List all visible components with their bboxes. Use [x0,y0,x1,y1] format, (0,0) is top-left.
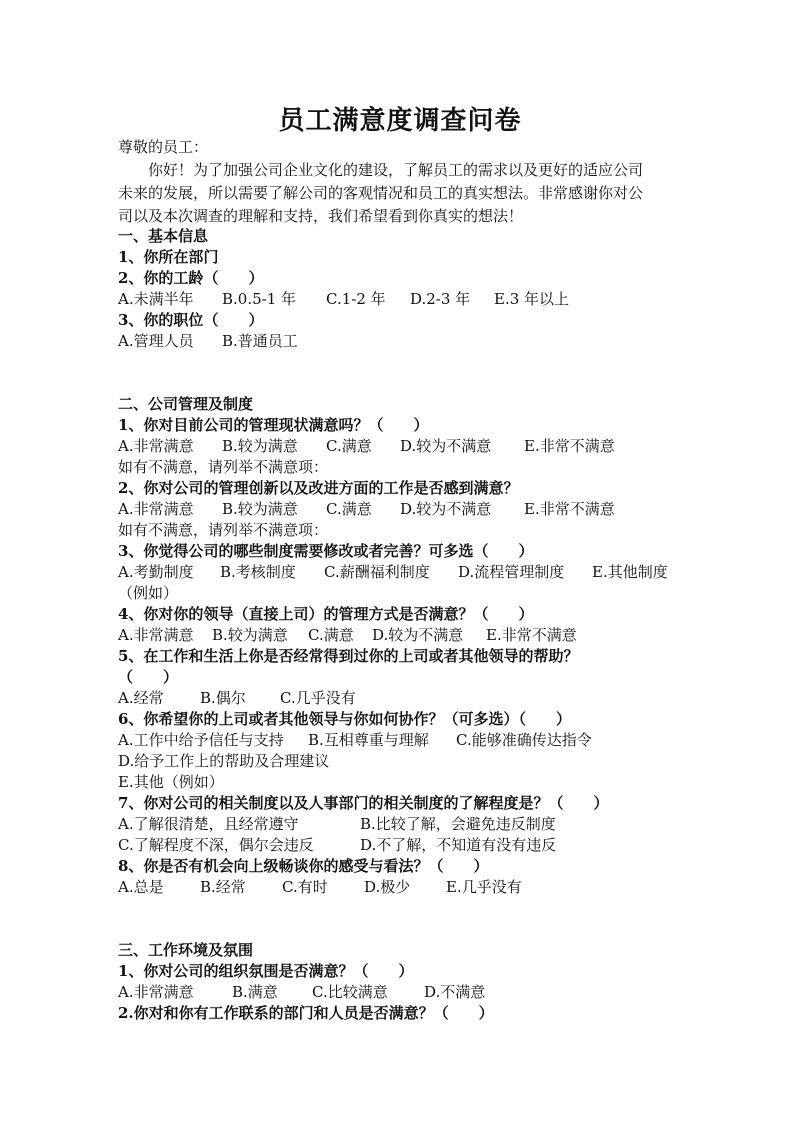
option: B.满意 [232,983,278,1001]
s2-q6: 6、你希望你的上司或者其他领导与你如何协作？（可多选）（ ） [118,710,571,728]
option: B.经常 [200,878,246,896]
option: D.较为不满意 [372,626,464,644]
option: C.比较满意 [312,983,388,1001]
option: E.几乎没有 [446,878,522,896]
option: A.经常 [118,689,164,707]
option: C.能够准确传达指令 [456,731,592,749]
s2-q6-options [118,730,592,750]
option: E.3 年以上 [494,290,570,308]
option: E.非常不满意 [486,626,577,644]
s2-q7: 7、你对公司的相关制度以及人事部门的相关制度的了解程度是？（ ） [118,794,609,812]
intro-line-3: 司以及本次调查的理解和支持，我们希望看到你真实的想法！ [118,207,524,225]
option: D.流程管理制度 [458,563,565,581]
s3-q1-options [118,982,485,1002]
option: D.较为不满意 [400,500,492,518]
option: A.非常满意 [118,437,194,455]
option: D.不了解，不知道有没有违反 [360,836,557,854]
s2-q4: 4、你对你的领导（直接上司）的管理方式是否满意？（ ） [118,605,534,623]
s2-q3-continued: （例如） [118,584,179,602]
s1-q2-options [118,289,569,309]
s3-q2: 2.你对和你有工作联系的部门和人员是否满意？（ ） [118,1004,494,1022]
option: D.极少 [364,878,411,896]
s1-q3: 3、你的职位（ ） [118,311,264,329]
s2-q1-note: 如有不满意，请列举不满意项： [118,458,329,476]
option: C.薪酬福利制度 [324,563,430,581]
option: A.非常满意 [118,983,194,1001]
s3-q1: 1、你对公司的组织氛围是否满意？（ ） [118,962,414,980]
option: B.较为满意 [212,626,288,644]
option: A.了解很清楚，且经常遵守 [118,815,299,833]
option: A.工作中给予信任与支持 [118,731,284,749]
s2-q2-options [118,499,615,519]
section-1-heading: 一、基本信息 [118,227,209,245]
salutation: 尊敬的员工： [118,138,209,156]
intro-line-1: 你好！为了加强公司企业文化的建设，了解员工的需求以及更好的适应公司 [118,161,644,179]
s1-q1: 1、你所在部门 [118,248,219,266]
option: B.考核制度 [220,563,296,581]
section-2-heading: 二、公司管理及制度 [118,395,254,413]
option: B.互相尊重与理解 [308,731,429,749]
s2-q6-option-e: E.其他（例如） [118,773,224,791]
section-3-heading: 三、工作环境及氛围 [118,941,254,959]
s2-q5: 5、在工作和生活上你是否经常得到过你的上司或者其他领导的帮助？ [118,647,579,665]
option: A.非常满意 [118,500,194,518]
s2-q7-options-1 [118,814,556,834]
s2-q3-options [118,562,668,582]
s2-q1-options [118,436,615,456]
option: B.普通员工 [222,332,298,350]
option: B.偶尔 [200,689,246,707]
option: C.1-2 年 [326,290,386,308]
option: B.较为满意 [222,437,298,455]
intro-line-2: 未来的发展，所以需要了解公司的客观情况和员工的真实想法。非常感谢你对公 [118,184,644,202]
option: C.满意 [308,626,354,644]
s2-q5-continued: （ ） [118,668,179,686]
option: D.不满意 [424,983,486,1001]
option: E.非常不满意 [524,437,615,455]
option: A.总是 [118,878,164,896]
option: A.管理人员 [118,332,194,350]
option: E.非常不满意 [524,500,615,518]
page-title: 员工满意度调查问卷 [278,106,522,136]
option: C.满意 [326,437,372,455]
option: B.较为满意 [222,500,298,518]
s2-q8: 8、你是否有机会向上级畅谈你的感受与看法？（ ） [118,857,489,875]
s1-q3-options [118,331,298,351]
option: B.比较了解，会避免违反制度 [360,815,556,833]
option: A.非常满意 [118,626,194,644]
option: A.考勤制度 [118,563,194,581]
s2-q8-options [118,877,522,897]
option: C.几乎没有 [280,689,356,707]
s2-q6-option-d: D.给予工作上的帮助及合理建议 [118,752,330,770]
option: D.2-3 年 [410,290,471,308]
s2-q1: 1、你对目前公司的管理现状满意吗？（ ） [118,416,429,434]
option: D.较为不满意 [400,437,492,455]
option: C.有时 [282,878,328,896]
s2-q3: 3、你觉得公司的哪些制度需要修改或者完善？可多选（ ） [118,542,534,560]
option: C.满意 [326,500,372,518]
option: E.其他制度 [592,563,668,581]
s2-q7-options-2 [118,835,556,855]
option: C.了解程度不深，偶尔会违反 [118,836,314,854]
s2-q2: 2、你对公司的管理创新以及改进方面的工作是否感到满意？ [118,479,519,497]
s2-q2-note: 如有不满意，请列举不满意项： [118,521,329,539]
s2-q4-options [118,625,577,645]
s1-q2: 2、你的工龄（ ） [118,269,264,287]
option: A.未满半年 [118,290,194,308]
option: B.0.5-1 年 [222,290,297,308]
s2-q5-options [118,688,356,708]
